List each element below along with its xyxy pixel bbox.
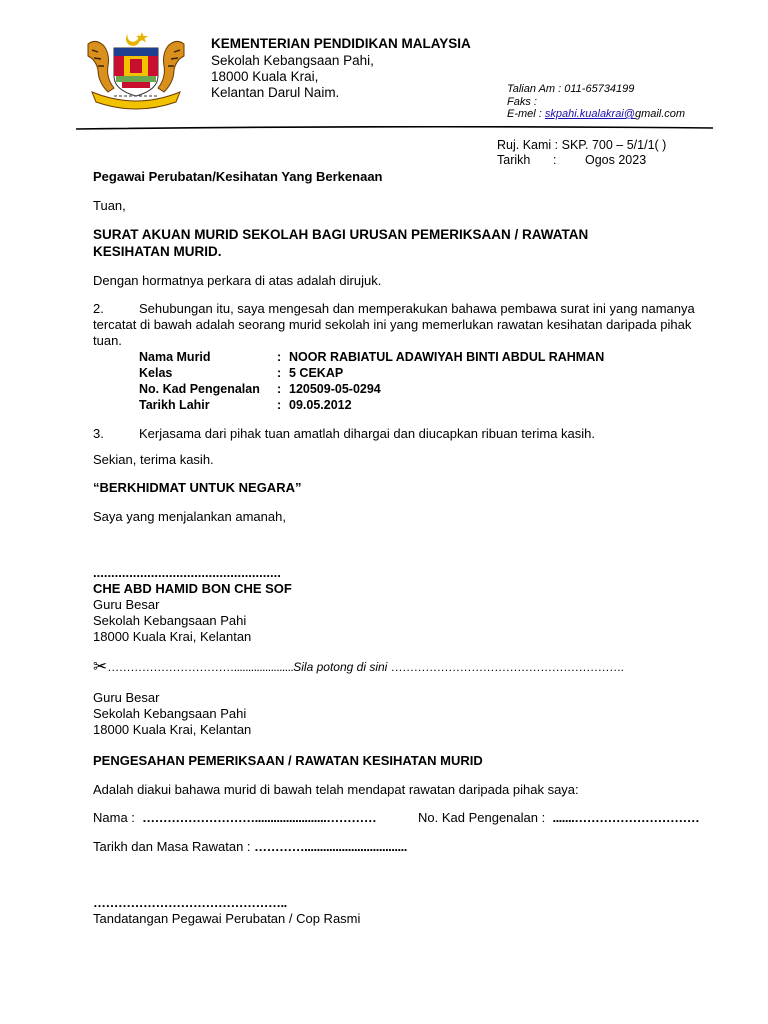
phone-line: Talian Am : 011-65734199 <box>507 83 635 95</box>
date-value: Ogos 2023 <box>585 153 647 167</box>
officer-signature-dots: ……………………………………….. <box>93 895 287 910</box>
officer-signature-label: Tandatangan Pegawai Perubatan / Cop Rasmi <box>93 911 361 926</box>
cut-label: Sila potong di sini <box>293 660 388 674</box>
treated-name-label: Nama : <box>93 810 135 825</box>
recipient: Pegawai Perubatan/Kesihatan Yang Berkenaan <box>93 169 383 184</box>
date-line <box>497 153 646 168</box>
student-ic-row: No. Kad Pengenalan : 120509-05-0294 <box>139 382 381 396</box>
cut-dots-right: ……………………………………………………. <box>390 660 624 674</box>
cut-line <box>93 658 624 676</box>
confirmation-intro: Adalah diakui bahawa murid di bawah telah mendapat rawatan daripada pihak saya: <box>93 782 579 797</box>
cut-dots-left: ……………………………..................... <box>107 660 294 674</box>
treated-ic-field <box>418 810 699 826</box>
salutation: Tuan, <box>93 198 126 213</box>
jata-negara-logo <box>80 30 192 110</box>
trust-line: Saya yang menjalankan amanah, <box>93 509 286 524</box>
signer-place: 18000 Kuala Krai, Kelantan <box>93 629 252 644</box>
email-line <box>507 108 685 121</box>
fax-line: Faks : <box>507 96 537 108</box>
paragraph-3-text: Kerjasama dari pihak tuan amatlah dihargai dan diucapkan ribuan terima kasih. <box>139 426 595 441</box>
date-label: Tarikh <box>497 153 531 167</box>
student-name: NOOR RABIATUL ADAWIYAH BINTI ABDUL RAHMAN <box>289 350 605 364</box>
paragraph-2-first-line: Sehubungan itu, saya mengesah dan memperakukan bahawa pembawa surat ini yang namanya <box>139 301 695 316</box>
paragraph-3 <box>93 426 595 442</box>
paragraph-2-rest: tercatat di bawah adalah seorang murid sekolah ini yang memerlukan rawatan kesihatan daripada pihak tuan. <box>93 317 692 348</box>
treatment-date-dots: …………................................. <box>254 839 407 854</box>
reply-title: Guru Besar <box>93 690 160 705</box>
student-ic: 120509-05-0294 <box>289 382 381 396</box>
treated-name-dots: ……………………….......................………… <box>142 810 377 825</box>
signer-title: Guru Besar <box>93 597 160 612</box>
treatment-date-label: Tarikh dan Masa Rawatan : <box>93 839 251 854</box>
email-domain: gmail.com <box>634 108 686 120</box>
ministry-name: KEMENTERIAN PENDIDIKAN MALAYSIA <box>211 36 471 51</box>
closing: Sekian, terima kasih. <box>93 452 214 467</box>
ref-value: : SKP. 700 – 5/1/1( ) <box>554 138 667 152</box>
school-name: Sekolah Kebangsaan Pahi, <box>211 53 374 68</box>
student-class: 5 CEKAP <box>289 366 344 380</box>
school-state: Kelantan Darul Naim. <box>211 85 340 100</box>
scissors-icon: ✂ <box>93 657 108 676</box>
letter-subject: SURAT AKUAN MURID SEKOLAH BAGI URUSAN PEMERIKSAAN / RAWATAN KESIHATAN MURID. <box>93 227 589 259</box>
header-divider <box>76 126 713 130</box>
paragraph-2 <box>93 301 713 349</box>
reply-place: 18000 Kuala Krai, Kelantan <box>93 722 252 737</box>
confirmation-heading: PENGESAHAN PEMERIKSAAN / RAWATAN KESIHATAN MURID <box>93 753 483 768</box>
treatment-date-field <box>93 839 407 855</box>
signer-school: Sekolah Kebangsaan Pahi <box>93 613 247 628</box>
motto: “BERKHIDMAT UNTUK NEGARA” <box>93 480 302 495</box>
paragraph-2-number: 2. <box>93 301 104 316</box>
student-dob: 09.05.2012 <box>289 398 352 412</box>
reply-school: Sekolah Kebangsaan Pahi <box>93 706 247 721</box>
student-name-row: Nama Murid : NOOR RABIATUL ADAWIYAH BINTI ABDUL RAHMAN <box>139 350 605 364</box>
email-link[interactable]: skpahi.kualakrai@ <box>544 108 635 120</box>
signer-name: CHE ABD HAMID BON CHE SOF <box>93 581 292 596</box>
email-label: E-mel : <box>507 108 542 120</box>
signature-dots: .................................................... <box>93 565 281 580</box>
paragraph-1: Dengan hormatnya perkara di atas adalah dirujuk. <box>93 273 382 288</box>
ref-label: Ruj. Kami <box>497 138 552 152</box>
treated-ic-dots: .......………………………… <box>552 810 700 825</box>
student-dob-row: Tarikh Lahir : 09.05.2012 <box>139 398 352 412</box>
reference-line <box>497 138 666 153</box>
treated-name-field <box>93 810 376 826</box>
paragraph-3-number: 3. <box>93 426 104 441</box>
date-colon: : <box>553 153 557 167</box>
school-postcode: 18000 Kuala Krai, <box>211 69 319 84</box>
student-class-row: Kelas : 5 CEKAP <box>139 366 344 380</box>
treated-ic-label: No. Kad Pengenalan : <box>418 810 546 825</box>
